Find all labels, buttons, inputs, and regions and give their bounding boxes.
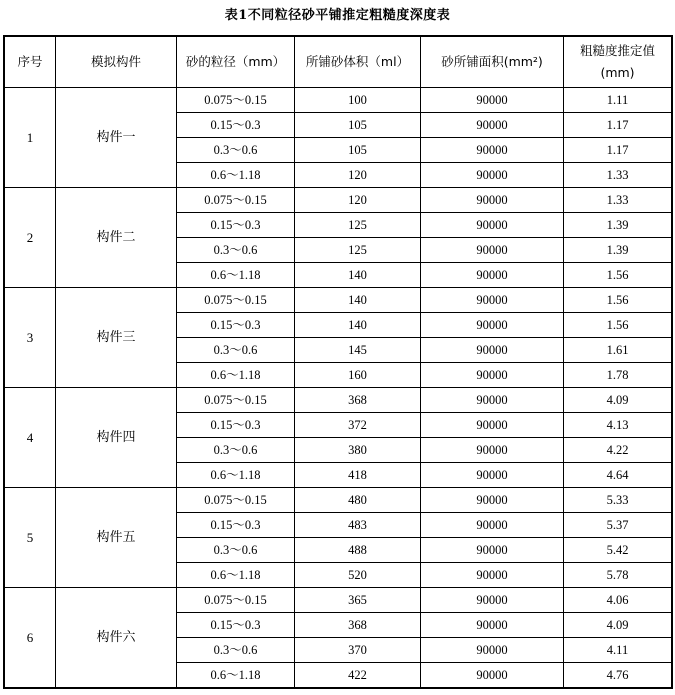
roughness-depth-cell: 1.17: [564, 138, 672, 163]
spread-area-cell: 90000: [421, 263, 564, 288]
sand-volume-cell: 480: [295, 488, 421, 513]
sand-volume-cell: 422: [295, 663, 421, 688]
spread-area-cell: 90000: [421, 638, 564, 663]
grain-size-cell: 0.6～1.18: [177, 463, 295, 488]
grain-size-cell: 0.075～0.15: [177, 588, 295, 613]
table-row: [5, 88, 672, 113]
grain-size-cell: 0.075～0.15: [177, 488, 295, 513]
roughness-depth-cell: 5.37: [564, 513, 672, 538]
spread-area-cell: 90000: [421, 438, 564, 463]
group-index-cell: 3: [5, 288, 56, 388]
grain-size-cell: 0.3～0.6: [177, 338, 295, 363]
header-component: 模拟构件: [56, 37, 177, 88]
sand-volume-cell: 125: [295, 238, 421, 263]
grain-size-cell: 0.075～0.15: [177, 188, 295, 213]
spread-area-cell: 90000: [421, 513, 564, 538]
roughness-depth-cell: 4.22: [564, 438, 672, 463]
spread-area-cell: 90000: [421, 488, 564, 513]
roughness-depth-cell: 1.33: [564, 163, 672, 188]
table-row: [5, 188, 672, 213]
spread-area-cell: 90000: [421, 538, 564, 563]
sand-volume-cell: 418: [295, 463, 421, 488]
sand-volume-cell: 368: [295, 613, 421, 638]
grain-size-cell: 0.6～1.18: [177, 163, 295, 188]
sand-volume-cell: 483: [295, 513, 421, 538]
sand-volume-cell: 140: [295, 288, 421, 313]
roughness-depth-cell: 1.39: [564, 238, 672, 263]
spread-area-cell: 90000: [421, 363, 564, 388]
table-row: [5, 588, 672, 613]
component-name-cell: 构件一: [56, 88, 177, 188]
roughness-depth-cell: 1.17: [564, 113, 672, 138]
roughness-depth-cell: 5.33: [564, 488, 672, 513]
roughness-depth-cell: 1.61: [564, 338, 672, 363]
sand-volume-cell: 488: [295, 538, 421, 563]
grain-size-cell: 0.3～0.6: [177, 138, 295, 163]
sand-volume-cell: 372: [295, 413, 421, 438]
spread-area-cell: 90000: [421, 463, 564, 488]
spread-area-cell: 90000: [421, 288, 564, 313]
grain-size-cell: 0.15～0.3: [177, 313, 295, 338]
sand-volume-cell: 140: [295, 313, 421, 338]
header-sand-volume: 所铺砂体积（ml）: [295, 37, 421, 88]
group-index-cell: 1: [5, 88, 56, 188]
group-index-cell: 6: [5, 588, 56, 688]
grain-size-cell: 0.3～0.6: [177, 638, 295, 663]
group-index-cell: 5: [5, 488, 56, 588]
header-spread-area: 砂所铺面积(mm²): [421, 37, 564, 88]
grain-size-cell: 0.3～0.6: [177, 238, 295, 263]
roughness-depth-cell: 4.09: [564, 388, 672, 413]
roughness-depth-cell: 5.42: [564, 538, 672, 563]
roughness-depth-cell: 1.39: [564, 213, 672, 238]
spread-area-cell: 90000: [421, 113, 564, 138]
grain-size-cell: 0.075～0.15: [177, 88, 295, 113]
spread-area-cell: 90000: [421, 413, 564, 438]
roughness-depth-cell: 5.78: [564, 563, 672, 588]
grain-size-cell: 0.15～0.3: [177, 113, 295, 138]
spread-area-cell: 90000: [421, 588, 564, 613]
table-header-row: [5, 37, 672, 88]
table-row: [5, 288, 672, 313]
header-index: 序号: [5, 37, 56, 88]
header-roughness-depth-line1: 粗糙度推定值: [579, 43, 655, 58]
component-name-cell: 构件六: [56, 588, 177, 688]
spread-area-cell: 90000: [421, 613, 564, 638]
roughness-depth-cell: 1.11: [564, 88, 672, 113]
sand-volume-cell: 140: [295, 263, 421, 288]
roughness-depth-cell: 1.33: [564, 188, 672, 213]
grain-size-cell: 0.075～0.15: [177, 288, 295, 313]
sand-volume-cell: 120: [295, 188, 421, 213]
roughness-depth-cell: 4.11: [564, 638, 672, 663]
grain-size-cell: 0.15～0.3: [177, 413, 295, 438]
spread-area-cell: 90000: [421, 213, 564, 238]
spread-area-cell: 90000: [421, 663, 564, 688]
header-grain-size: 砂的粒径（mm）: [177, 37, 295, 88]
spread-area-cell: 90000: [421, 163, 564, 188]
sand-volume-cell: 145: [295, 338, 421, 363]
roughness-table: [4, 36, 672, 688]
roughness-depth-cell: 1.78: [564, 363, 672, 388]
roughness-depth-cell: 1.56: [564, 313, 672, 338]
spread-area-cell: 90000: [421, 188, 564, 213]
sand-volume-cell: 520: [295, 563, 421, 588]
table-row: [5, 388, 672, 413]
grain-size-cell: 0.15～0.3: [177, 513, 295, 538]
spread-area-cell: 90000: [421, 388, 564, 413]
grain-size-cell: 0.6～1.18: [177, 663, 295, 688]
sand-volume-cell: 370: [295, 638, 421, 663]
grain-size-cell: 0.6～1.18: [177, 363, 295, 388]
component-name-cell: 构件四: [56, 388, 177, 488]
sand-volume-cell: 160: [295, 363, 421, 388]
spread-area-cell: 90000: [421, 88, 564, 113]
spread-area-cell: 90000: [421, 313, 564, 338]
grain-size-cell: 0.3～0.6: [177, 438, 295, 463]
table-body: [5, 88, 672, 688]
header-roughness-depth-line2: (mm): [600, 65, 635, 80]
grain-size-cell: 0.3～0.6: [177, 538, 295, 563]
roughness-depth-cell: 4.09: [564, 613, 672, 638]
component-name-cell: 构件三: [56, 288, 177, 388]
component-name-cell: 构件五: [56, 488, 177, 588]
sand-volume-cell: 380: [295, 438, 421, 463]
table-title: 表1不同粒径砂平铺推定粗糙度深度表: [224, 8, 451, 23]
group-index-cell: 2: [5, 188, 56, 288]
roughness-depth-cell: 4.64: [564, 463, 672, 488]
spread-area-cell: 90000: [421, 138, 564, 163]
sand-volume-cell: 120: [295, 163, 421, 188]
roughness-depth-cell: 1.56: [564, 288, 672, 313]
roughness-depth-cell: 4.76: [564, 663, 672, 688]
header-roughness-depth: [564, 37, 672, 88]
sand-volume-cell: 365: [295, 588, 421, 613]
roughness-depth-cell: 4.06: [564, 588, 672, 613]
spread-area-cell: 90000: [421, 563, 564, 588]
sand-volume-cell: 105: [295, 138, 421, 163]
spread-area-cell: 90000: [421, 338, 564, 363]
grain-size-cell: 0.075～0.15: [177, 388, 295, 413]
grain-size-cell: 0.15～0.3: [177, 613, 295, 638]
grain-size-cell: 0.15～0.3: [177, 213, 295, 238]
spread-area-cell: 90000: [421, 238, 564, 263]
roughness-depth-cell: 1.56: [564, 263, 672, 288]
roughness-depth-cell: 4.13: [564, 413, 672, 438]
sand-volume-cell: 368: [295, 388, 421, 413]
component-name-cell: 构件二: [56, 188, 177, 288]
grain-size-cell: 0.6～1.18: [177, 263, 295, 288]
sand-volume-cell: 105: [295, 113, 421, 138]
table-row: [5, 488, 672, 513]
grain-size-cell: 0.6～1.18: [177, 563, 295, 588]
sand-volume-cell: 100: [295, 88, 421, 113]
sand-volume-cell: 125: [295, 213, 421, 238]
group-index-cell: 4: [5, 388, 56, 488]
